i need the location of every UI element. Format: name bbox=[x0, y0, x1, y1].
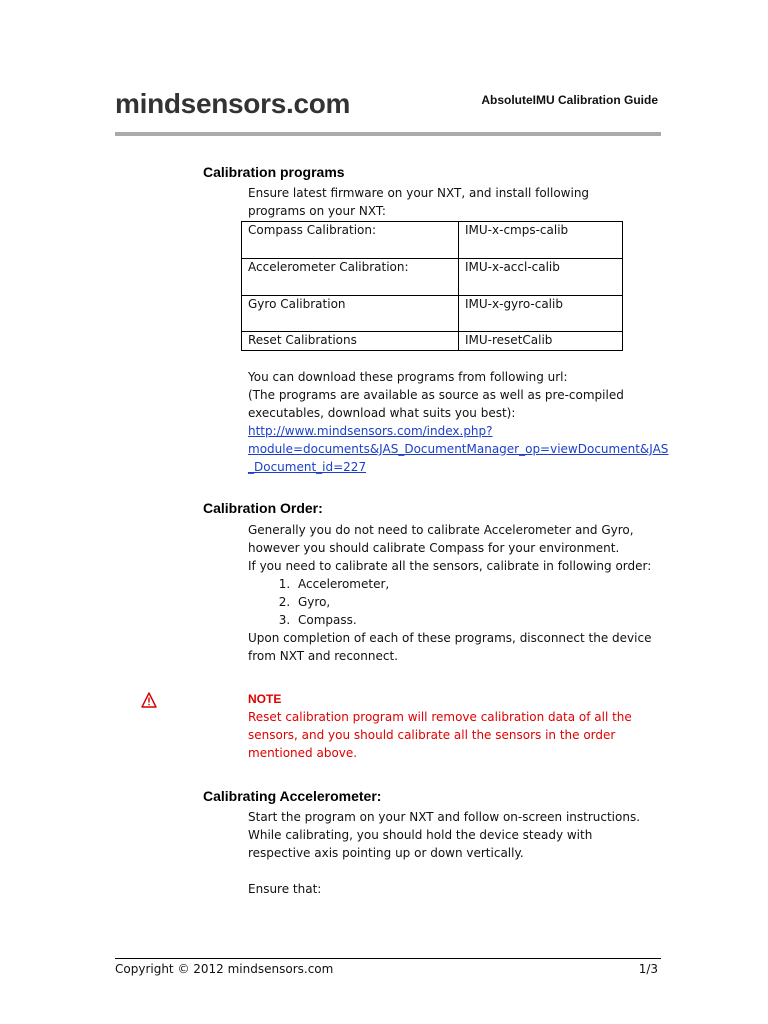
document-title: AbsoluteIMU Calibration Guide bbox=[481, 93, 658, 107]
download-note: (The programs are available as source as well as pre-compiled executables, download what suits you best): bbox=[248, 388, 624, 420]
table-row bbox=[242, 296, 623, 332]
table-row bbox=[242, 332, 623, 351]
accelerometer-hold-text: While calibrating, you should hold the device steady with respective axis pointing up or down vertically. bbox=[248, 828, 593, 860]
list-item: 2. Gyro, bbox=[294, 593, 658, 611]
table-row bbox=[242, 259, 623, 296]
calibration-order-text bbox=[248, 521, 658, 665]
calibration-order-completion: Upon completion of each of these programs, disconnect the device from NXT and reconnect. bbox=[248, 631, 652, 663]
heading-calibration-order: Calibration Order: bbox=[203, 500, 323, 516]
header-divider bbox=[115, 132, 661, 136]
download-url-link[interactable]: module=documents&JAS_DocumentManager_op=viewDocument&JAS bbox=[248, 442, 669, 456]
footer-copyright: Copyright © 2012 mindsensors.com bbox=[115, 962, 334, 976]
accelerometer-ensure-text: Ensure that: bbox=[248, 882, 322, 896]
calibration-order-intro: Generally you do not need to calibrate Accelerometer and Gyro, however you should calibrate Compass for your environment. bbox=[248, 523, 634, 555]
table-cell-program: IMU-x-gyro-calib bbox=[459, 296, 623, 332]
table-cell-name: Reset Calibrations bbox=[242, 332, 459, 351]
calibration-order-instruction: If you need to calibrate all the sensors, calibrate in following order: bbox=[248, 559, 652, 573]
warning-icon bbox=[141, 692, 157, 708]
download-url-link[interactable]: http://www.mindsensors.com/index.php? bbox=[248, 424, 493, 438]
calibration-programs-intro: Ensure latest firmware on your NXT, and install following programs on your NXT: bbox=[248, 186, 590, 218]
footer-divider bbox=[115, 958, 661, 959]
table-cell-program: IMU-x-accl-calib bbox=[459, 259, 623, 296]
list-item: 1. Accelerometer, bbox=[294, 575, 658, 593]
list-item: 3. Compass. bbox=[294, 611, 658, 629]
download-text bbox=[248, 368, 669, 476]
calibration-order-list bbox=[248, 575, 658, 629]
note-text: Reset calibration program will remove calibration data of all the sensors, and you should calibrate all the sensors in the order mentioned above. bbox=[248, 710, 632, 760]
calibrating-accelerometer-text bbox=[248, 808, 658, 898]
note-block bbox=[248, 690, 643, 762]
page-number: 1/3 bbox=[638, 962, 658, 976]
note-title: NOTE bbox=[248, 692, 282, 706]
heading-calibrating-accelerometer: Calibrating Accelerometer: bbox=[203, 788, 382, 804]
heading-calibration-programs: Calibration programs bbox=[203, 164, 345, 180]
logo: mindsensors.com bbox=[115, 88, 351, 119]
download-line: You can download these programs from following url: bbox=[248, 370, 568, 384]
table-cell-name: Accelerometer Calibration: bbox=[242, 259, 459, 296]
table-cell-name: Compass Calibration: bbox=[242, 222, 459, 259]
download-url-link[interactable]: _Document_id=227 bbox=[248, 460, 367, 474]
table-row bbox=[242, 222, 623, 259]
table-cell-program: IMU-resetCalib bbox=[459, 332, 623, 351]
programs-table bbox=[241, 221, 623, 351]
table-cell-program: IMU-x-cmps-calib bbox=[459, 222, 623, 259]
accelerometer-start-text: Start the program on your NXT and follow on-screen instructions. bbox=[248, 810, 641, 824]
table-cell-name: Gyro Calibration bbox=[242, 296, 459, 332]
